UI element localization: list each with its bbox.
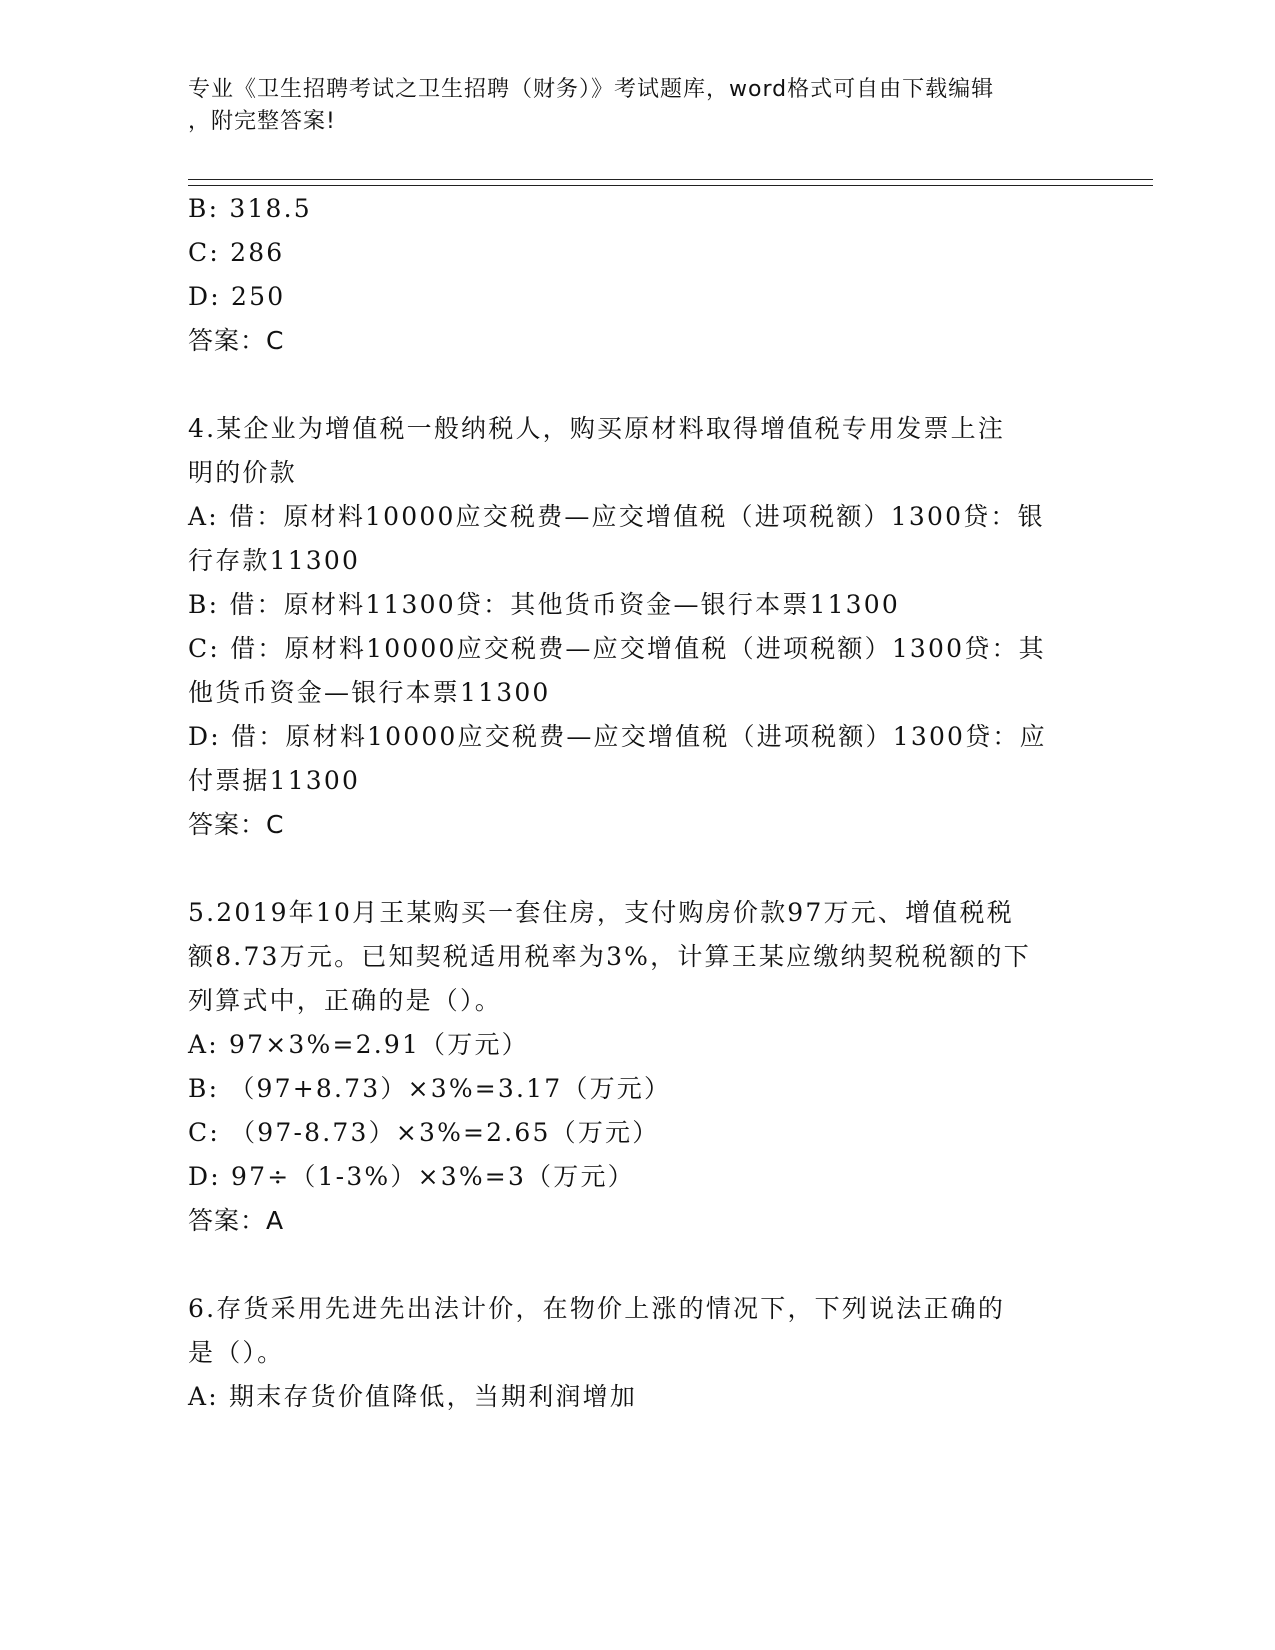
q4-option-b: B: 借：原材料11300贷：其他货币资金—银行本票11300 <box>188 590 901 619</box>
q4-stem-line-2: 明的价款 <box>188 458 297 487</box>
q3-option-b: B: 318.5 <box>188 194 312 223</box>
q5-stem-line-1: 5.2019年10月王某购买一套住房，支付购房价款97万元、增值税税 <box>188 898 1014 927</box>
q4-option-a-line-1: A: 借：原材料10000应交税费—应交增值税（进项税额）1300贷：银 <box>188 502 1045 531</box>
header-line-1: 专业《卫生招聘考试之卫生招聘（财务）》考试题库，word格式可自由下载编辑 <box>188 77 995 102</box>
q5-stem-line-3: 列算式中，正确的是（）。 <box>188 986 502 1015</box>
q4-option-c-line-2: 他货币资金—银行本票11300 <box>188 678 551 707</box>
document-header <box>188 74 1068 138</box>
q5-option-b: B: （97+8.73）×3%=3.17（万元） <box>188 1074 672 1103</box>
q4-option-d-line-1: D: 借：原材料10000应交税费—应交增值税（进项税额）1300贷：应 <box>188 722 1047 751</box>
q5-option-c: C: （97-8.73）×3%=2.65（万元） <box>188 1118 660 1147</box>
q5-answer: 答案：A <box>188 1206 285 1235</box>
q5-stem-line-2: 额8.73万元。已知契税适用税率为3%，计算王某应缴纳契税税额的下 <box>188 942 1031 971</box>
q4-answer: 答案：C <box>188 810 285 839</box>
header-rule-bottom <box>188 185 1153 186</box>
q6-option-a: A: 期末存货价值降低，当期利润增加 <box>188 1382 638 1411</box>
header-line-2: ，附完整答案! <box>188 109 336 134</box>
q6-stem-line-1: 6.存货采用先进先出法计价，在物价上涨的情况下，下列说法正确的 <box>188 1294 1006 1323</box>
q4-stem-line-1: 4.某企业为增值税一般纳税人，购买原材料取得增值税专用发票上注 <box>188 414 1006 443</box>
q4-option-a-line-2: 行存款11300 <box>188 546 361 575</box>
q3-answer: 答案：C <box>188 326 285 355</box>
q6-stem-line-2: 是（）。 <box>188 1338 285 1367</box>
q5-option-a: A: 97×3%=2.91（万元） <box>188 1030 529 1059</box>
q3-option-c: C: 286 <box>188 238 285 267</box>
q4-option-d-line-2: 付票据11300 <box>188 766 361 795</box>
q3-option-d: D: 250 <box>188 282 286 311</box>
header-rule-top <box>188 179 1153 180</box>
q4-option-c-line-1: C: 借：原材料10000应交税费—应交增值税（进项税额）1300贷：其 <box>188 634 1046 663</box>
q5-option-d: D: 97÷（1-3%）×3%=3（万元） <box>188 1162 635 1191</box>
